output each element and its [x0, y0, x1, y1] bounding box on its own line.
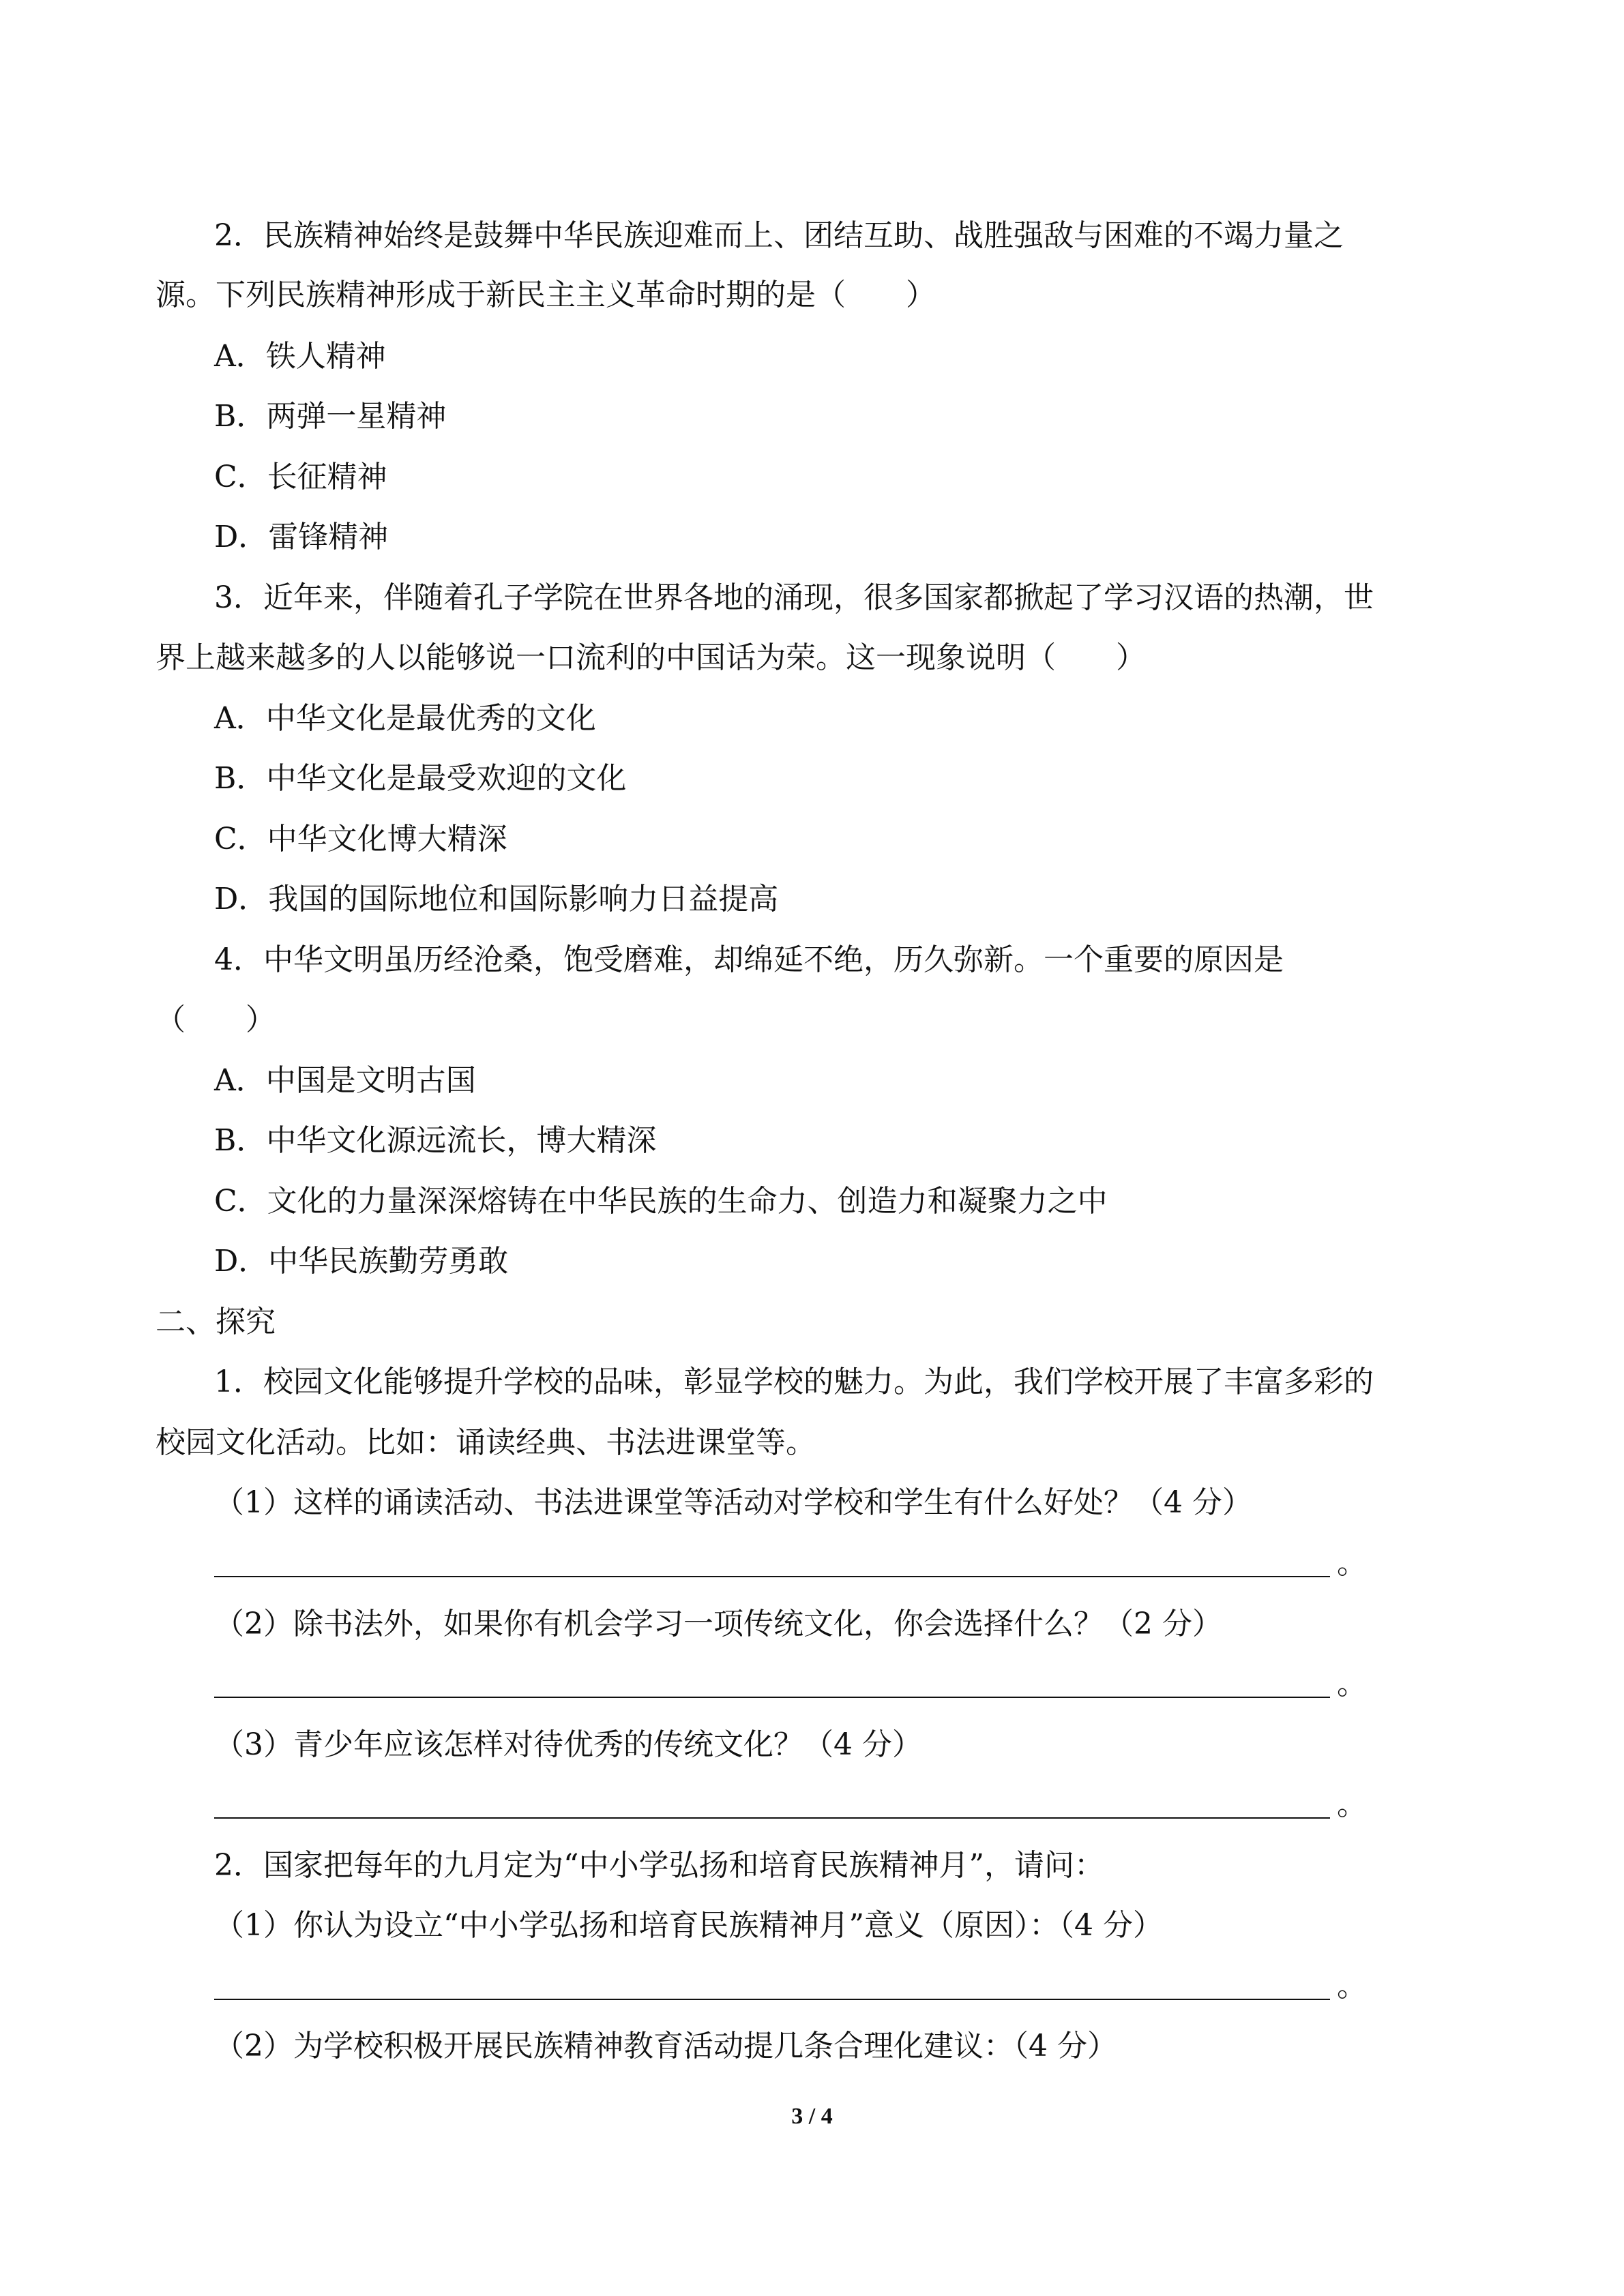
- q2-option-a: A．铁人精神: [214, 339, 386, 374]
- q3-option-c: C．中华文化博大精深: [214, 822, 507, 856]
- e1-stem-line-1: 1．校园文化能够提升学校的品味，彰显学校的魅力。为此，我们学校开展了丰富多彩的: [214, 1365, 1374, 1399]
- q4-stem-line-2: （ ）: [156, 1002, 276, 1037]
- answer-underline: [214, 1576, 1330, 1577]
- e2-sub1-prompt: （1）你认为设立“中小学弘扬和培育民族精神月”意义（原因）：（4 分）: [214, 1908, 1163, 1943]
- q2-stem-line-1: 2．民族精神始终是鼓舞中华民族迎难而上、团结互助、战胜强敌与困难的不竭力量之: [214, 218, 1344, 253]
- blank-period: 。: [1337, 1667, 1367, 1701]
- q3-stem-line-1: 3．近年来，伴随着孔子学院在世界各地的涌现，很多国家都掀起了学习汉语的热潮，世: [214, 580, 1374, 615]
- q3-option-d: D．我国的国际地位和国际影响力日益提高: [214, 882, 779, 916]
- answer-underline: [214, 1697, 1330, 1698]
- q4-option-d: D．中华民族勤劳勇敢: [214, 1244, 509, 1279]
- q2-stem-line-2: 源。下列民族精神形成于新民主主义革命时期的是（ ）: [156, 278, 936, 312]
- e1-stem-line-2: 校园文化活动。比如：诵读经典、书法进课堂等。: [156, 1425, 816, 1460]
- e1-sub2-prompt: （2）除书法外，如果你有机会学习一项传统文化，你会选择什么？（2 分）: [214, 1607, 1222, 1641]
- q3-option-a: A．中华文化是最优秀的文化: [214, 701, 596, 736]
- e1-sub1-prompt: （1）这样的诵读活动、书法进课堂等活动对学校和学生有什么好处？（4 分）: [214, 1485, 1252, 1520]
- q2-option-b: B．两弹一星精神: [214, 399, 447, 434]
- q4-option-b: B．中华文化源远流长，博大精深: [214, 1123, 657, 1158]
- e2-sub2-prompt: （2）为学校积极开展民族精神教育活动提几条合理化建议：（4 分）: [214, 2029, 1117, 2063]
- answer-underline: [214, 1999, 1330, 2000]
- blank-period: 。: [1337, 1546, 1367, 1581]
- e2-stem: 2．国家把每年的九月定为“中小学弘扬和培育民族精神月”，请问：: [214, 1848, 1104, 1883]
- q4-stem-line-1: 4．中华文明虽历经沧桑，饱受磨难，却绵延不绝，历久弥新。一个重要的原因是: [214, 942, 1284, 977]
- q3-stem-line-2: 界上越来越多的人以能够说一口流利的中国话为荣。这一现象说明（ ）: [156, 640, 1146, 675]
- section-title: 二、探究: [156, 1304, 276, 1339]
- blank-period: 。: [1337, 1969, 1367, 2003]
- q3-option-b: B．中华文化是最受欢迎的文化: [214, 761, 627, 796]
- q2-option-c: C．长征精神: [214, 460, 387, 494]
- e1-sub3-prompt: （3）青少年应该怎样对待优秀的传统文化？（4 分）: [214, 1727, 922, 1762]
- q2-option-d: D．雷锋精神: [214, 520, 389, 554]
- page-number: 3 / 4: [791, 2104, 833, 2129]
- answer-underline: [214, 1817, 1330, 1819]
- blank-period: 。: [1337, 1787, 1367, 1822]
- q4-option-c: C．文化的力量深深熔铸在中华民族的生命力、创造力和凝聚力之中: [214, 1184, 1108, 1219]
- q4-option-a: A．中国是文明古国: [214, 1063, 476, 1098]
